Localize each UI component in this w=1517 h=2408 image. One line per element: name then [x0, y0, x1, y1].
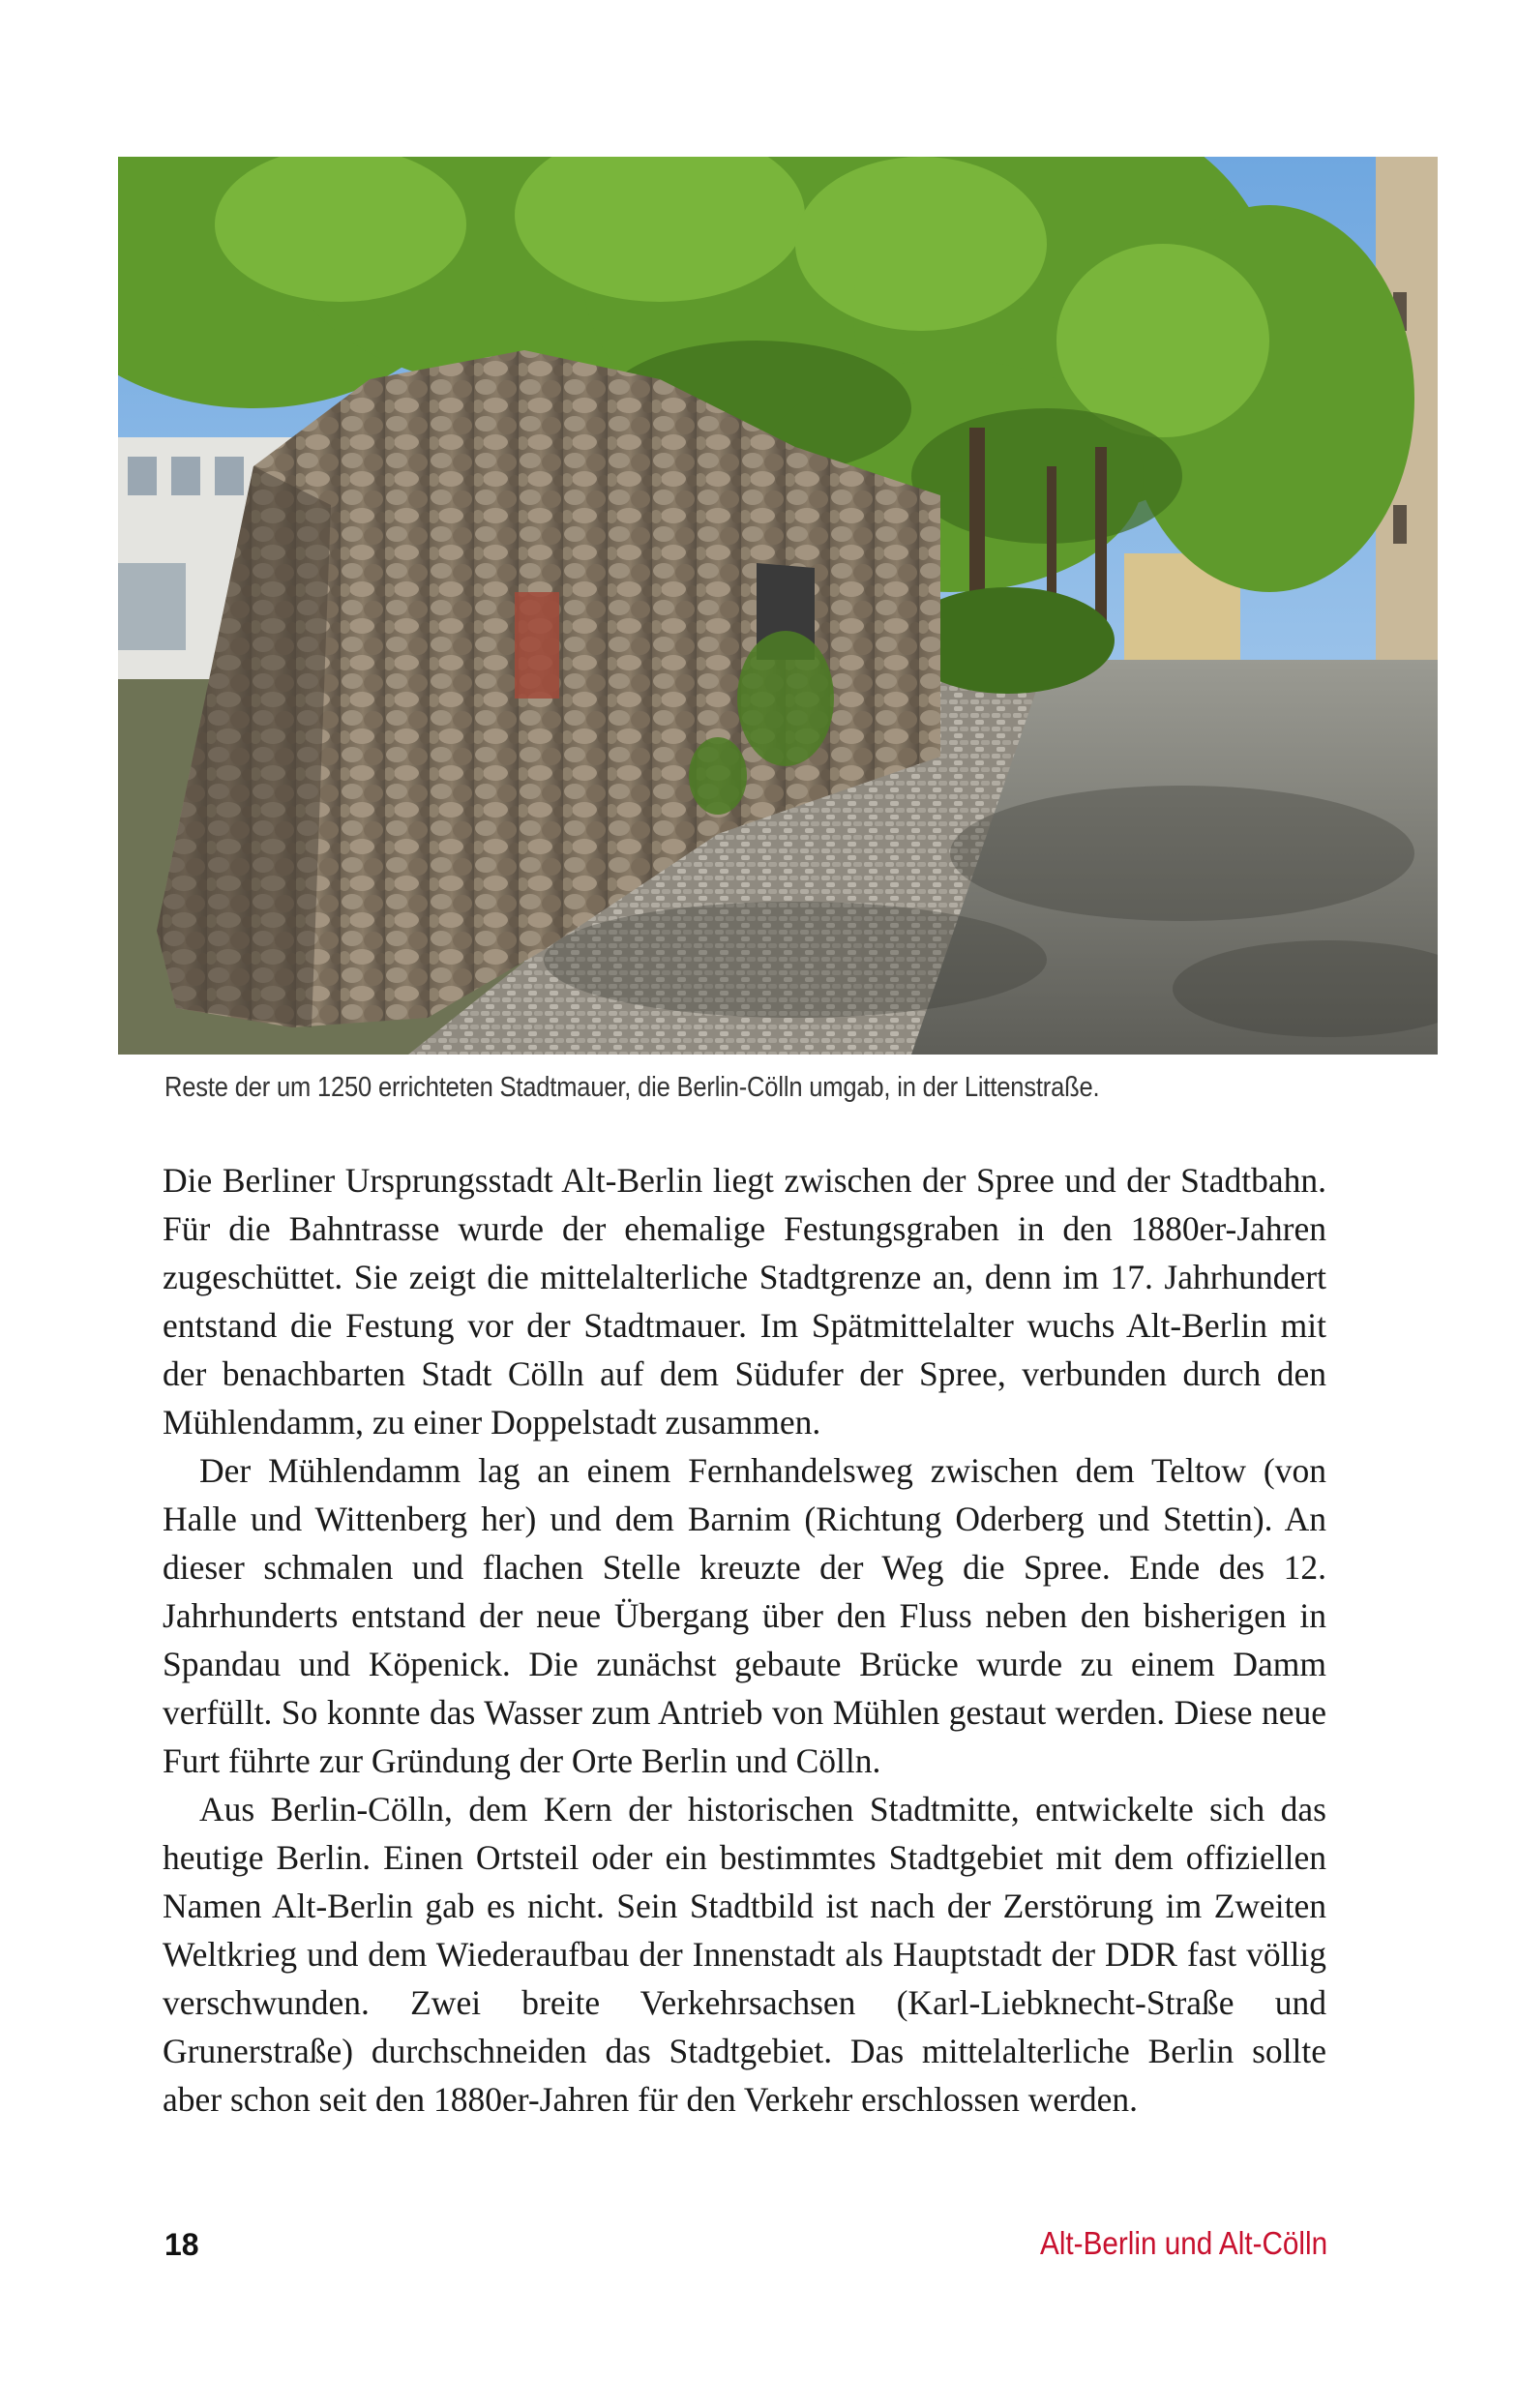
city-wall-photo [118, 157, 1438, 1055]
paragraph: Aus Berlin-Cölln, dem Kern der historischen Stadtmitte, entwickelte sich das heutige Berlin. Einen Ortsteil oder ein bestimmtes Stadtgebiet mit dem offiziellen Namen Alt-Berlin gab es nicht. Sein Stadtbild ist nach der Zerstörung im Zweiten Weltkrieg und dem Wiederaufbau der Innenstadt als Hauptstadt der DDR fast völlig verschwunden. Zwei breite Verkehrsachsen (Karl-Liebknecht-Straße und Grunerstraße) durchschneiden das Stadtgebiet. Das mittelalterliche Berlin sollte aber schon seit den 1880er-Jahren für den Verkehr erschlossen werden. [163, 1790, 1326, 2119]
page-number: 18 [164, 2227, 199, 2262]
running-footer-chapter: Alt-Berlin und Alt-Cölln [1039, 2225, 1327, 2261]
paragraph: Die Berliner Ursprungsstadt Alt-Berlin liegt zwischen der Spree und der Stadtbahn. Für die Bahntrasse wurde der ehemalige Festungsgraben in den 1880er-Jahren zugeschüttet. Sie zeigt die mittelalterliche Stadtgrenze an, denn im 17. Jahrhundert entstand die Festung vor der Stadtmauer. Im Spätmittelalter wuchs Alt-Berlin mit der benachbarten Stadt Cölln auf dem Südufer der Spree, verbunden durch den Mühlendamm, zu einer Doppelstadt zusammen. [163, 1161, 1326, 1442]
figure-caption: Reste der um 1250 errichteten Stadtmauer, die Berlin-Cölln umgab, in der Littenstraße. [164, 1072, 1100, 1103]
body-text [163, 1156, 1326, 2124]
paragraph: Der Mühlendamm lag an einem Fernhandelsweg zwischen dem Teltow (von Halle und Wittenberg her) und dem Barnim (Richtung Oderberg und Stettin). An dieser schmalen und flachen Stelle kreuzte der Weg die Spree. Ende des 12. Jahrhunderts entstand der neue Übergang über den Fluss neben den bisherigen in Spandau und Köpenick. Die zunächst gebaute Brücke wurde zu einem Damm verfüllt. So konnte das Wasser zum Antrieb von Mühlen gestaut werden. Diese neue Furt führte zur Gründung der Orte Berlin und Cölln. [163, 1451, 1326, 1780]
